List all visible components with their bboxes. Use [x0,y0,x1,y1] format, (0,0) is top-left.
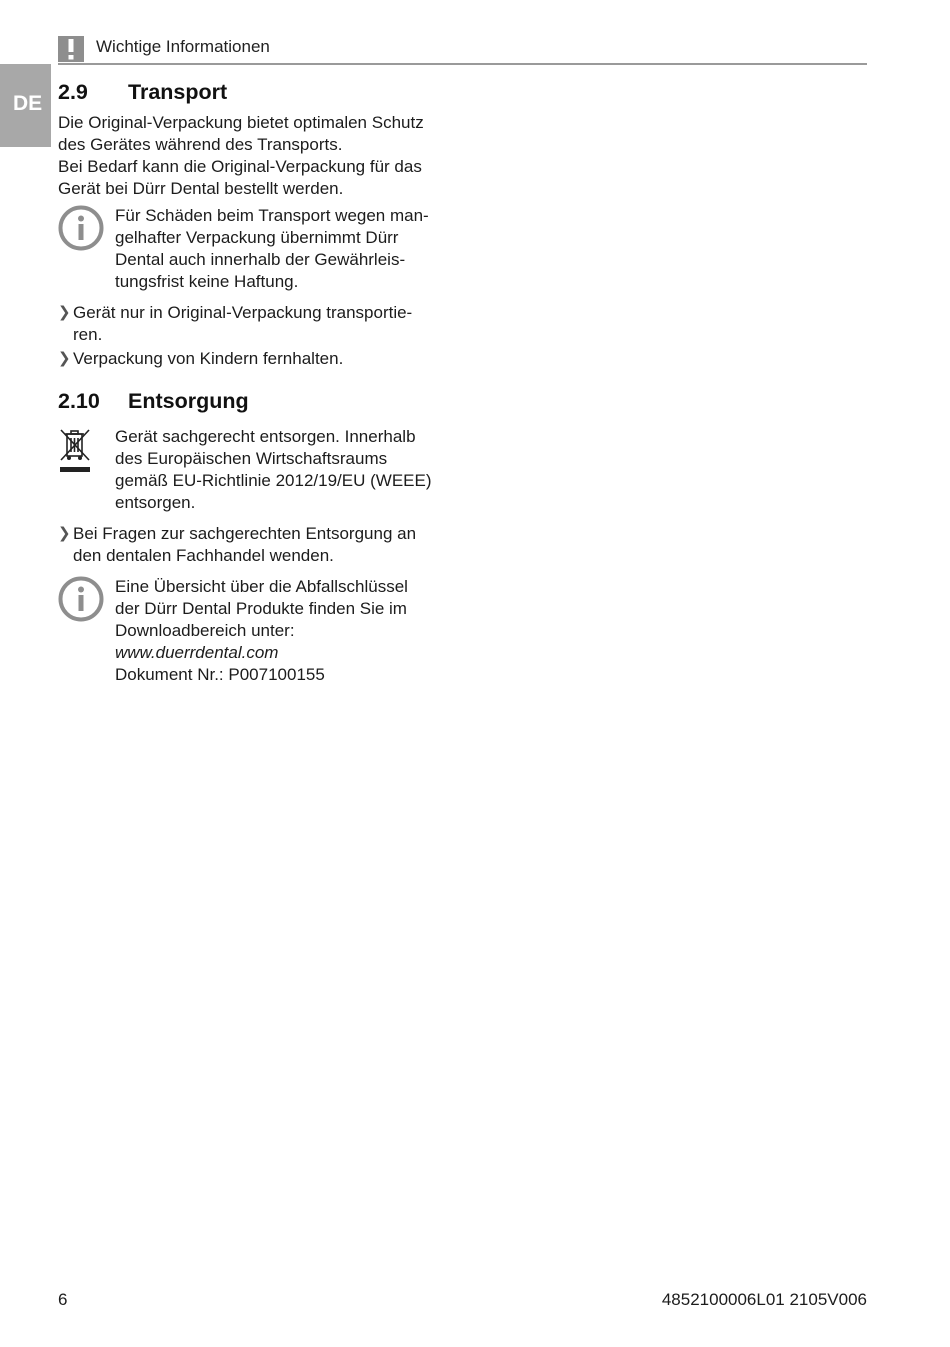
header-title: Wichtige Informationen [96,37,270,56]
section-number: 2.10 [58,389,100,413]
text-line: gelhafter Verpackung übernimmt Dürr [115,228,399,247]
bullet-chevron-icon: ❯ [58,350,71,367]
text-line: Bei Bedarf kann die Original-Verpackung für das [58,157,422,176]
text-line: der Dürr Dental Produkte finden Sie im [115,599,407,618]
text-line: Gerät bei Dürr Dental bestellt werden. [58,179,344,198]
text-line: Gerät sachgerecht entsorgen. Innerhalb [115,427,416,446]
section-title: Transport [128,80,228,104]
section-number: 2.9 [58,80,88,104]
text-line: Die Original-Verpackung bietet optimalen Schutz [58,113,424,132]
info-icon [58,576,104,627]
text-line: ren. [73,325,103,344]
text-line: Eine Übersicht über die Abfallschlüssel [115,577,408,596]
section-title: Entsorgung [128,389,249,413]
text-line: des Europäischen Wirtschaftsraums [115,449,388,468]
download-url-link[interactable]: www.duerrdental.com [115,643,279,662]
weee-crossed-bin-icon [58,426,92,479]
text-line: Für Schäden beim Transport wegen man- [115,206,429,225]
page-number: 6 [58,1290,68,1309]
text-line: Gerät nur in Original-Verpackung transportie- [73,303,413,322]
text-line: Dental auch innerhalb der Gewährleis- [115,250,406,269]
bullet-chevron-icon: ❯ [58,525,71,542]
info-icon [58,205,104,256]
bullet-chevron-icon: ❯ [58,304,71,321]
text-line: Downloadbereich unter: [115,621,295,640]
text-line: tungsfrist keine Haftung. [115,272,299,291]
document-number: Dokument Nr.: P007100155 [115,665,325,684]
text-line: den dentalen Fachhandel wenden. [73,546,334,565]
text-line: Bei Fragen zur sachgerechten Entsorgung an [73,524,417,543]
text-line: des Gerätes während des Transports. [58,135,343,154]
document-code: 4852100006L01 2105V006 [661,1290,867,1309]
transport-paragraph [58,112,443,200]
text-line: entsorgen. [115,493,196,512]
language-tab: DE [0,64,51,147]
text-line: gemäß EU-Richtlinie 2012/19/EU (WEEE) [115,471,432,490]
exclamation-icon [58,36,84,62]
header-divider [58,63,867,65]
text-line: Verpackung von Kindern fernhalten. [73,349,344,368]
